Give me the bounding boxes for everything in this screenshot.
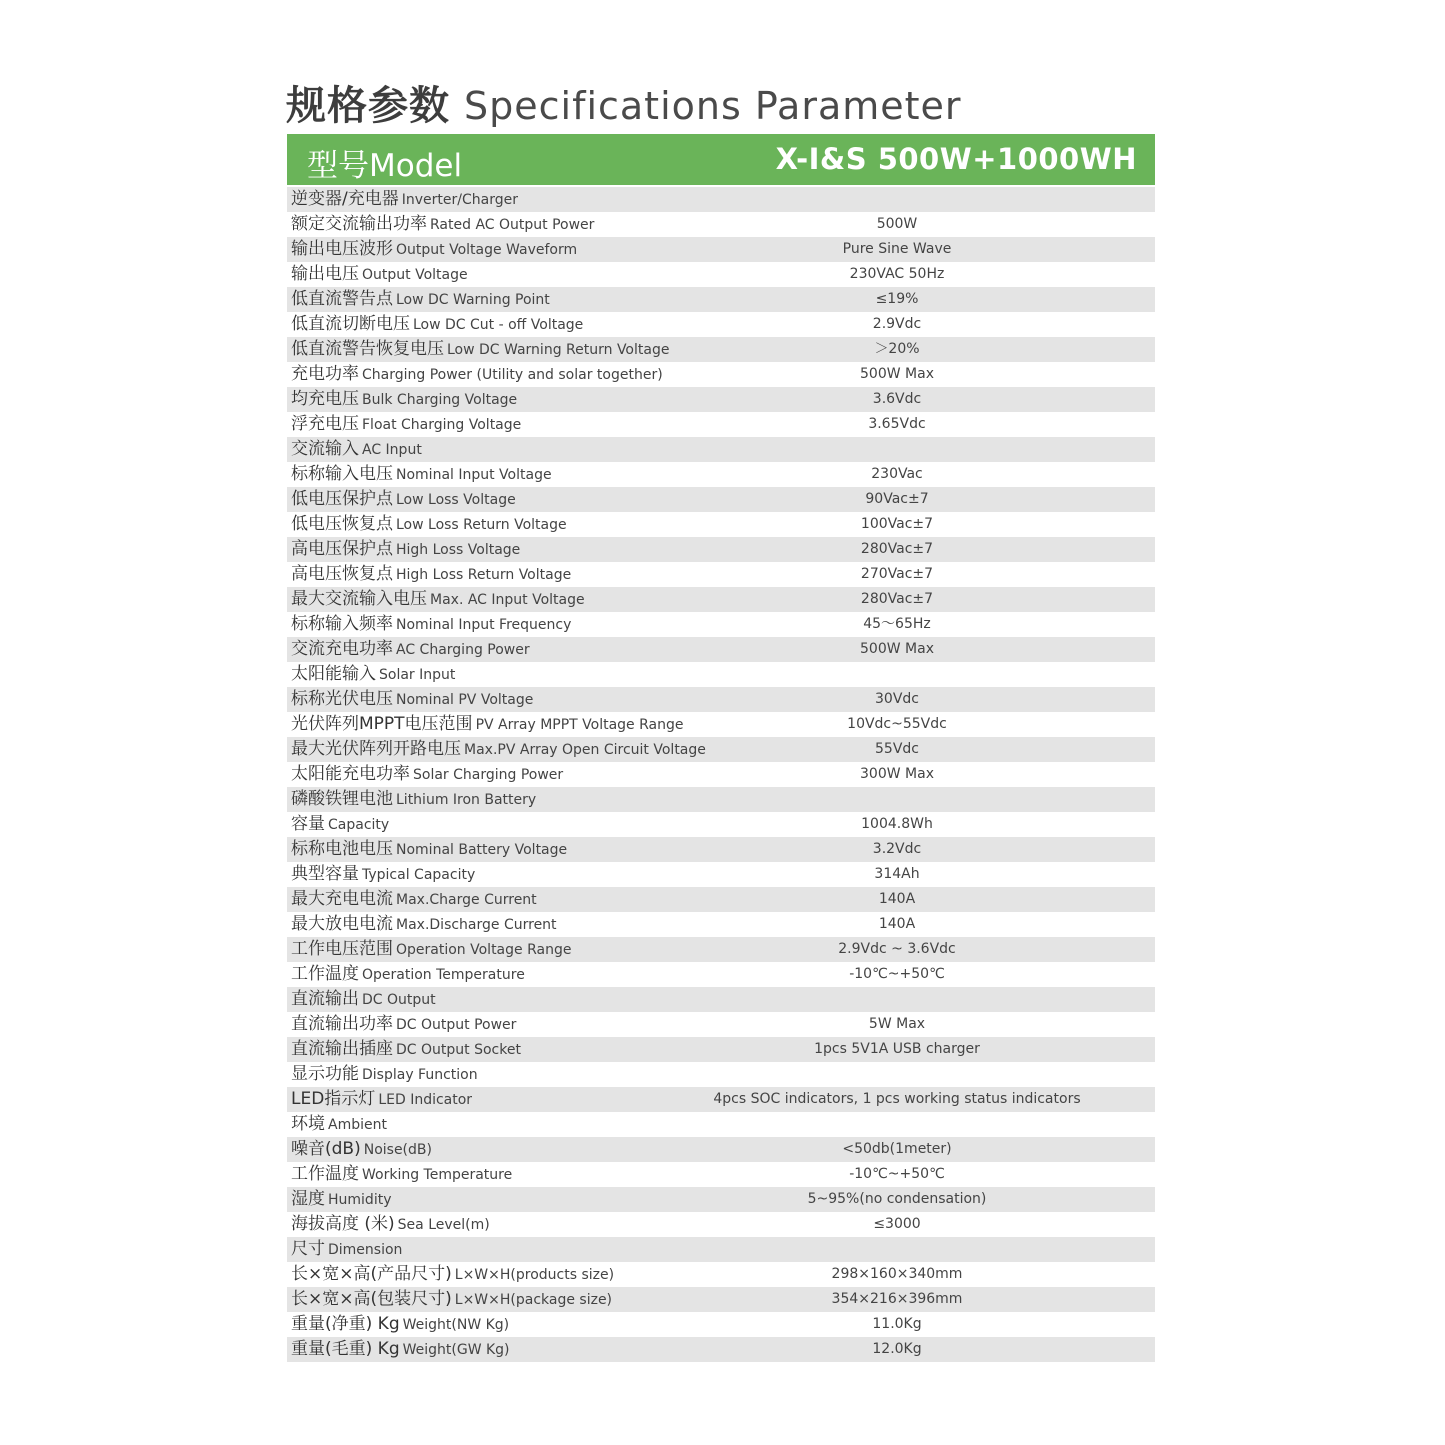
spec-name [291,287,550,313]
spec-name-en: Low DC Warning Point [396,292,550,308]
spec-name [291,1087,472,1113]
spec-value: Pure Sine Wave [842,241,952,257]
spec-name-zh: 交流输入 [291,439,359,459]
spec-name [291,1287,612,1313]
spec-name-en: Low Loss Return Voltage [396,517,567,533]
spec-name-zh: 尺寸 [291,1239,325,1259]
spec-value: 230Vac [871,466,923,482]
spec-name-en: Lithium Iron Battery [396,792,537,808]
spec-name-en: DC Output Power [396,1017,517,1033]
spec-value: 12.0Kg [872,1341,922,1357]
table-row [287,462,1155,487]
spec-name [291,887,537,913]
spec-name [291,537,520,563]
spec-name-en: Ambient [328,1117,387,1133]
table-row [287,837,1155,862]
table-row [287,1137,1155,1162]
spec-name-zh: 长×宽×高(包装尺寸) [291,1289,452,1309]
spec-name [291,1037,521,1063]
table-row [287,737,1155,762]
table-row [287,562,1155,587]
spec-name-en: Nominal PV Voltage [396,692,534,708]
spec-value: 100Vac±7 [860,516,934,532]
spec-name-en: Max.Charge Current [396,892,537,908]
spec-value: 90Vac±7 [865,491,929,507]
spec-name [291,262,468,288]
spec-name [291,187,518,213]
table-row [287,1262,1155,1287]
spec-value: 354×216×396mm [831,1291,963,1307]
spec-value: ≤19% [875,291,919,307]
spec-name-en: Charging Power (Utility and solar together) [362,367,663,383]
spec-name-zh: 标称光伏电压 [291,689,393,709]
spec-name [291,1187,391,1213]
spec-name [291,562,571,588]
spec-name-en: Solar Charging Power [413,767,564,783]
spec-name-zh: 直流输出插座 [291,1039,393,1059]
table-row [287,962,1155,987]
spec-name-zh: 海拔高度 (米) [291,1214,395,1234]
spec-value: 280Vac±7 [860,541,934,557]
spec-name-zh: 充电功率 [291,364,359,384]
spec-name-zh: 高电压保护点 [291,539,393,559]
spec-name-en: AC Input [362,442,422,458]
spec-name [291,412,521,438]
spec-name-zh: 直流输出功率 [291,1014,393,1034]
spec-name-en: Operation Temperature [362,967,525,983]
spec-name [291,637,530,663]
model-header-bar [287,134,1155,185]
spec-name [291,1337,510,1363]
spec-value: 5~95%(no condensation) [807,1191,987,1207]
spec-name-zh: 低电压保护点 [291,489,393,509]
page-title-en: Specifications Parameter [464,84,962,128]
table-row [287,487,1155,512]
spec-name [291,362,663,388]
spec-name-zh: 重量(净重) Kg [291,1314,400,1334]
spec-name-en: Float Charging Voltage [362,417,522,433]
spec-name [291,237,577,263]
spec-name [291,1137,432,1163]
spec-name-zh: 均充电压 [291,389,359,409]
spec-name [291,1312,509,1338]
spec-name-en: Humidity [328,1192,392,1208]
spec-name-zh: 工作温度 [291,964,359,984]
spec-name-zh: 高电压恢复点 [291,564,393,584]
spec-value: 230VAC 50Hz [849,266,945,282]
spec-name [291,1112,387,1138]
spec-name-en: Weight(GW Kg) [402,1342,510,1358]
spec-name-en: Nominal Input Voltage [396,467,552,483]
spec-name [291,337,669,363]
table-row [287,212,1155,237]
spec-name [291,1162,512,1188]
spec-name-zh: 标称输入电压 [291,464,393,484]
spec-value: 140A [878,891,916,907]
table-row [287,412,1155,437]
spec-value: 298×160×340mm [831,1266,963,1282]
table-row [287,1062,1155,1087]
spec-name-zh: 容量 [291,814,325,834]
spec-value: ≤3000 [873,1216,921,1232]
spec-value: 2.9Vdc ~ 3.6Vdc [838,941,956,957]
table-row [287,1237,1155,1262]
spec-name-zh: 典型容量 [291,864,359,884]
spec-name-zh: 长×宽×高(产品尺寸) [291,1264,452,1284]
spec-name-zh: 交流充电功率 [291,639,393,659]
spec-name-en: Output Voltage [362,267,468,283]
spec-name-zh: 太阳能充电功率 [291,764,410,784]
spec-name-zh: 直流输出 [291,989,359,1009]
spec-name-en: Solar Input [379,667,456,683]
spec-name [291,712,684,738]
spec-name [291,312,583,338]
table-row [287,912,1155,937]
spec-name-en: Bulk Charging Voltage [362,392,518,408]
spec-name-en: Noise(dB) [363,1142,432,1158]
spec-name-en: Weight(NW Kg) [402,1317,510,1333]
table-row [287,1187,1155,1212]
spec-value: ＞20% [874,341,920,357]
spec-name-en: Capacity [328,817,390,833]
spec-name [291,937,571,963]
spec-value: 30Vdc [875,691,919,707]
model-value: X-I&S 500W+1000WH [775,142,1137,176]
spec-name-zh: 浮充电压 [291,414,359,434]
spec-value: 3.2Vdc [872,841,922,857]
spec-name-zh: 工作电压范围 [291,939,393,959]
spec-name-zh: 低直流警告点 [291,289,393,309]
table-row [287,287,1155,312]
spec-name [291,462,552,488]
spec-name-en: Dimension [328,1242,403,1258]
spec-name-zh: 额定交流输出功率 [291,214,427,234]
spec-name [291,962,525,988]
spec-name-zh: 重量(毛重) Kg [291,1339,400,1359]
spec-name-zh: 输出电压 [291,264,359,284]
spec-name-en: Max.PV Array Open Circuit Voltage [464,742,706,758]
spec-name-zh: 逆变器/充电器 [291,189,399,209]
spec-value: 1pcs 5V1A USB charger [814,1041,980,1057]
spec-value: 314Ah [874,866,920,882]
spec-value: <50db(1meter) [842,1141,952,1157]
spec-name-en: High Loss Voltage [396,542,521,558]
spec-name-zh: 工作温度 [291,1164,359,1184]
spec-value: 500W [876,216,918,232]
spec-name [291,912,557,938]
spec-value: 3.65Vdc [868,416,926,432]
spec-name-en: AC Charging Power [396,642,530,658]
spec-name-en: Display Function [362,1067,478,1083]
table-row [287,937,1155,962]
spec-value: 55Vdc [875,741,919,757]
spec-name [291,437,422,463]
spec-value: 1004.8Wh [861,816,933,832]
table-row [287,1012,1155,1037]
table-row [287,1087,1155,1112]
spec-value: 500W Max [860,641,934,657]
spec-name [291,212,594,238]
spec-name-en: L×W×H(products size) [454,1267,615,1283]
spec-name [291,587,585,613]
spec-name-en: Output Voltage Waveform [396,242,578,258]
spec-name-zh: 标称电池电压 [291,839,393,859]
table-row [287,187,1155,212]
spec-name-en: Inverter/Charger [401,192,518,208]
table-row [287,1337,1155,1362]
spec-name-zh: LED指示灯 [291,1089,376,1109]
table-row [287,387,1155,412]
spec-name-zh: 最大光伏阵列开路电压 [291,739,461,759]
table-row [287,987,1155,1012]
spec-name [291,612,571,638]
page-title-zh: 规格参数 [286,83,450,129]
spec-value: 45～65Hz [863,616,931,632]
spec-name-zh: 最大交流输入电压 [291,589,427,609]
spec-name [291,1237,402,1263]
spec-name-en: Rated AC Output Power [430,217,595,233]
table-row [287,637,1155,662]
table-row [287,337,1155,362]
spec-name [291,762,563,788]
spec-value: 280Vac±7 [860,591,934,607]
spec-value: 4pcs SOC indicators, 1 pcs working status indicators [713,1091,1081,1107]
spec-name-zh: 磷酸铁锂电池 [291,789,393,809]
spec-value: 3.6Vdc [872,391,922,407]
spec-value: 140A [878,916,916,932]
spec-name [291,512,567,538]
spec-value: 10Vdc~55Vdc [847,716,947,732]
table-row [287,362,1155,387]
table-row [287,612,1155,637]
table-row [287,587,1155,612]
table-row [287,1212,1155,1237]
spec-name [291,862,475,888]
table-row [287,1037,1155,1062]
spec-value: -10℃~+50℃ [849,1166,945,1182]
spec-name-en: Low DC Warning Return Voltage [447,342,670,358]
spec-name [291,1262,614,1288]
spec-name-en: Working Temperature [362,1167,513,1183]
table-row [287,1312,1155,1337]
spec-name-zh: 低直流切断电压 [291,314,410,334]
spec-table [287,187,1155,1362]
table-row [287,812,1155,837]
spec-name-en: DC Output [362,992,436,1008]
table-row [287,1112,1155,1137]
spec-name-zh: 低直流警告恢复电压 [291,339,444,359]
spec-name-en: Max.Discharge Current [396,917,557,933]
spec-value: 500W Max [860,366,934,382]
spec-value: 11.0Kg [872,1316,922,1332]
table-row [287,512,1155,537]
page-title [286,74,962,130]
spec-name-zh: 湿度 [291,1189,325,1209]
table-row [287,687,1155,712]
table-row [287,1287,1155,1312]
spec-name [291,812,389,838]
spec-name-en: L×W×H(package size) [454,1292,613,1308]
spec-name-en: Nominal Battery Voltage [396,842,568,858]
spec-name [291,1062,478,1088]
table-row [287,662,1155,687]
spec-name-en: Max. AC Input Voltage [430,592,585,608]
spec-name-zh: 低电压恢复点 [291,514,393,534]
spec-name-zh: 显示功能 [291,1064,359,1084]
spec-name-en: DC Output Socket [396,1042,521,1058]
spec-name-zh: 最大放电电流 [291,914,393,934]
table-row [287,537,1155,562]
spec-name-en: Sea Level(m) [397,1217,490,1233]
spec-name [291,837,567,863]
spec-name [291,487,516,513]
spec-name [291,1012,516,1038]
spec-name-en: Low DC Cut - off Voltage [413,317,584,333]
spec-name-en: Typical Capacity [362,867,476,883]
table-row [287,312,1155,337]
spec-name-zh: 标称输入频率 [291,614,393,634]
spec-name-zh: 噪音(dB) [291,1139,361,1159]
spec-name-en: High Loss Return Voltage [396,567,572,583]
table-row [287,1162,1155,1187]
spec-name-zh: 最大充电电流 [291,889,393,909]
spec-value: -10℃~+50℃ [849,966,945,982]
spec-name [291,387,517,413]
table-row [287,762,1155,787]
table-row [287,887,1155,912]
spec-name [291,987,436,1013]
table-row [287,862,1155,887]
spec-name-en: PV Array MPPT Voltage Range [475,717,684,733]
spec-value: 5W Max [868,1016,926,1032]
spec-value: 300W Max [860,766,934,782]
spec-name-zh: 太阳能输入 [291,664,376,684]
spec-name-en: Operation Voltage Range [396,942,572,958]
spec-name [291,1212,490,1238]
table-row [287,237,1155,262]
spec-value: 2.9Vdc [872,316,922,332]
spec-name-zh: 光伏阵列MPPT电压范围 [291,714,473,734]
spec-name-zh: 输出电压波形 [291,239,393,259]
spec-name [291,737,706,763]
table-row [287,262,1155,287]
spec-name-en: LED Indicator [378,1092,473,1108]
spec-name [291,787,536,813]
model-label: 型号Model [307,148,463,184]
spec-name [291,662,455,688]
table-row [287,437,1155,462]
spec-name-en: Nominal Input Frequency [396,617,572,633]
spec-name-en: Low Loss Voltage [396,492,516,508]
table-row [287,787,1155,812]
table-row [287,712,1155,737]
spec-value: 270Vac±7 [860,566,934,582]
spec-name-zh: 环境 [291,1114,325,1134]
spec-name [291,687,533,713]
